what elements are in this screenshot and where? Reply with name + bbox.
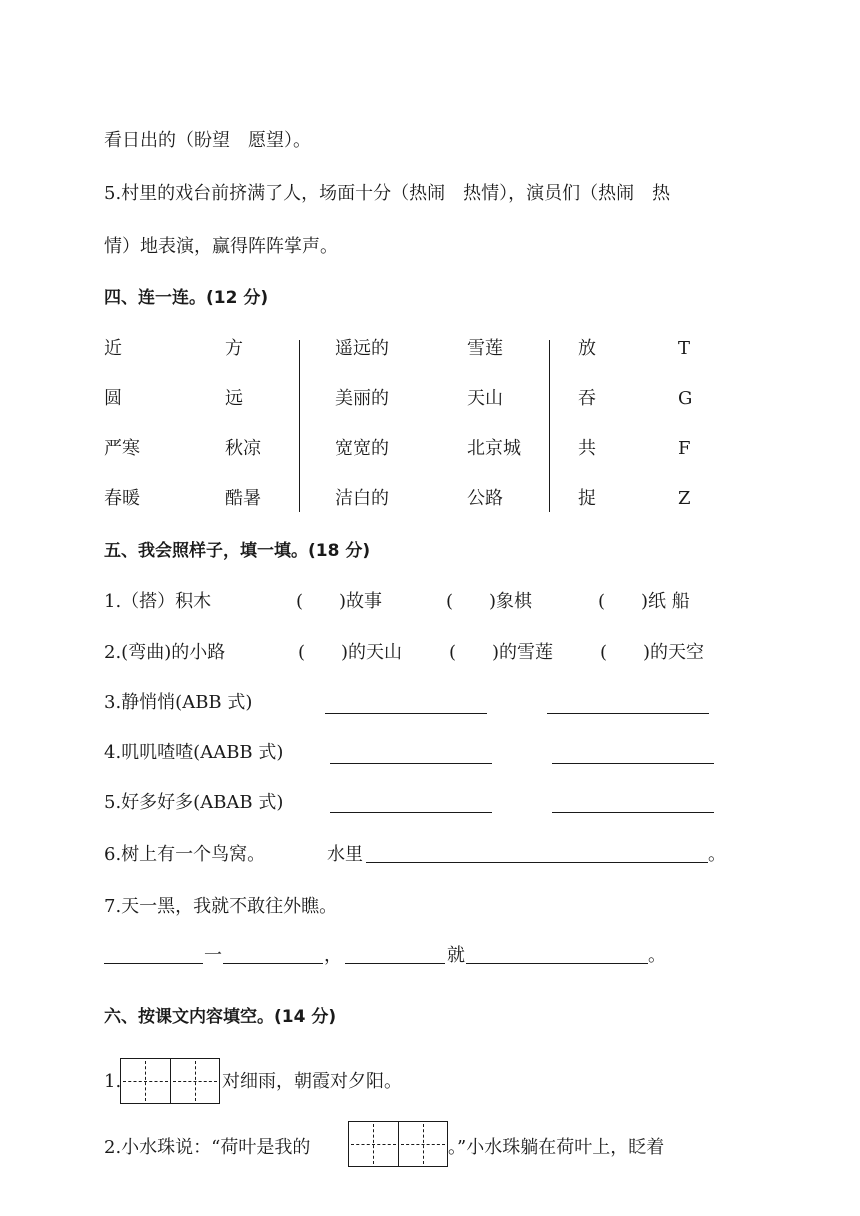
writing-grid	[120, 1058, 220, 1104]
q5-2-blank-1: ( )的天山	[298, 642, 403, 663]
q5-6-period: 。	[708, 844, 726, 865]
q5-1-blank-3: ( )纸 船	[598, 591, 690, 612]
match-item: 远	[225, 388, 243, 409]
q5-4-label: 4.叽叽喳喳(AABB 式)	[104, 742, 284, 763]
q5-6-example: 6.树上有一个鸟窝。	[104, 844, 266, 865]
section-5-heading: 五、我会照样子，填一填。(18 分)	[104, 541, 371, 561]
match-item: 酷暑	[225, 488, 261, 509]
answer-line	[547, 713, 709, 714]
section-4-heading: 四、连一连。(12 分)	[104, 288, 269, 308]
q6-2-text-before: 2.小水珠说：“荷叶是我的	[104, 1137, 311, 1158]
line-2: 5.村里的戏台前挤满了人，场面十分（热闹 热情），演员们（热闹 热	[104, 183, 671, 204]
match-item: 美丽的	[335, 388, 389, 409]
match-item: 春暖	[104, 488, 140, 509]
divider-line-1	[299, 340, 300, 512]
q6-1-text: 对细雨，朝霞对夕阳。	[222, 1071, 402, 1092]
match-item: 北京城	[467, 438, 521, 459]
match-item: Z	[678, 488, 691, 509]
match-item: 洁白的	[335, 488, 389, 509]
q5-6-prompt: 水里	[327, 844, 363, 865]
q5-2-blank-3: ( )的天空	[600, 642, 705, 663]
answer-line	[325, 713, 487, 714]
match-item: 公路	[467, 488, 503, 509]
q6-1-number: 1.	[104, 1071, 122, 1092]
q5-7-comma: ，	[324, 945, 342, 966]
answer-line	[552, 812, 714, 813]
match-item: 捉	[578, 488, 596, 509]
grid-cell	[349, 1122, 398, 1166]
q5-1-blank-1: ( )故事	[296, 591, 383, 612]
match-item: 近	[104, 338, 122, 359]
match-item: 秋凉	[225, 438, 261, 459]
answer-line	[330, 812, 492, 813]
answer-line	[366, 862, 708, 863]
match-item: 严寒	[104, 438, 140, 459]
q5-1-blank-2: ( )象棋	[446, 591, 533, 612]
match-item: 遥远的	[335, 338, 389, 359]
line-1: 看日出的（盼望 愿望）。	[104, 130, 311, 151]
match-item: 方	[225, 338, 243, 359]
answer-line	[223, 963, 323, 964]
writing-grid	[348, 1121, 448, 1167]
q5-1-example: 1.（搭）积木	[104, 591, 212, 612]
answer-line	[552, 763, 714, 764]
match-item: G	[678, 388, 693, 409]
q5-2-example: 2.(弯曲)的小路	[104, 642, 226, 663]
q5-7-word-jiu: 就	[447, 945, 465, 966]
section-6-heading: 六、按课文内容填空。(14 分)	[104, 1007, 337, 1027]
q5-5-label: 5.好多好多(ABAB 式)	[104, 792, 284, 813]
divider-line-2	[549, 340, 550, 512]
q5-7-period: 。	[648, 945, 666, 966]
q5-7-word-yi: 一	[204, 945, 222, 966]
match-item: F	[678, 438, 691, 459]
q5-3-label: 3.静悄悄(ABB 式)	[104, 692, 253, 713]
answer-line	[330, 763, 492, 764]
q5-2-blank-2: ( )的雪莲	[449, 642, 554, 663]
match-item: 吞	[578, 388, 596, 409]
grid-cell	[170, 1059, 219, 1103]
match-item: 雪莲	[467, 338, 503, 359]
answer-line	[104, 963, 203, 964]
line-3: 情）地表演，赢得阵阵掌声。	[104, 236, 338, 257]
match-item: 放	[578, 338, 596, 359]
match-item: 宽宽的	[335, 438, 389, 459]
q6-2-text-after: 。”小水珠躺在荷叶上，眨着	[448, 1137, 665, 1158]
q5-7-example: 7.天一黑，我就不敢往外瞧。	[104, 896, 338, 917]
match-item: 圆	[104, 388, 122, 409]
match-item: 天山	[467, 388, 503, 409]
match-item: T	[678, 338, 691, 359]
grid-cell	[398, 1122, 447, 1166]
answer-line	[345, 963, 445, 964]
grid-cell	[121, 1059, 170, 1103]
answer-line	[466, 963, 648, 964]
match-item: 共	[578, 438, 596, 459]
